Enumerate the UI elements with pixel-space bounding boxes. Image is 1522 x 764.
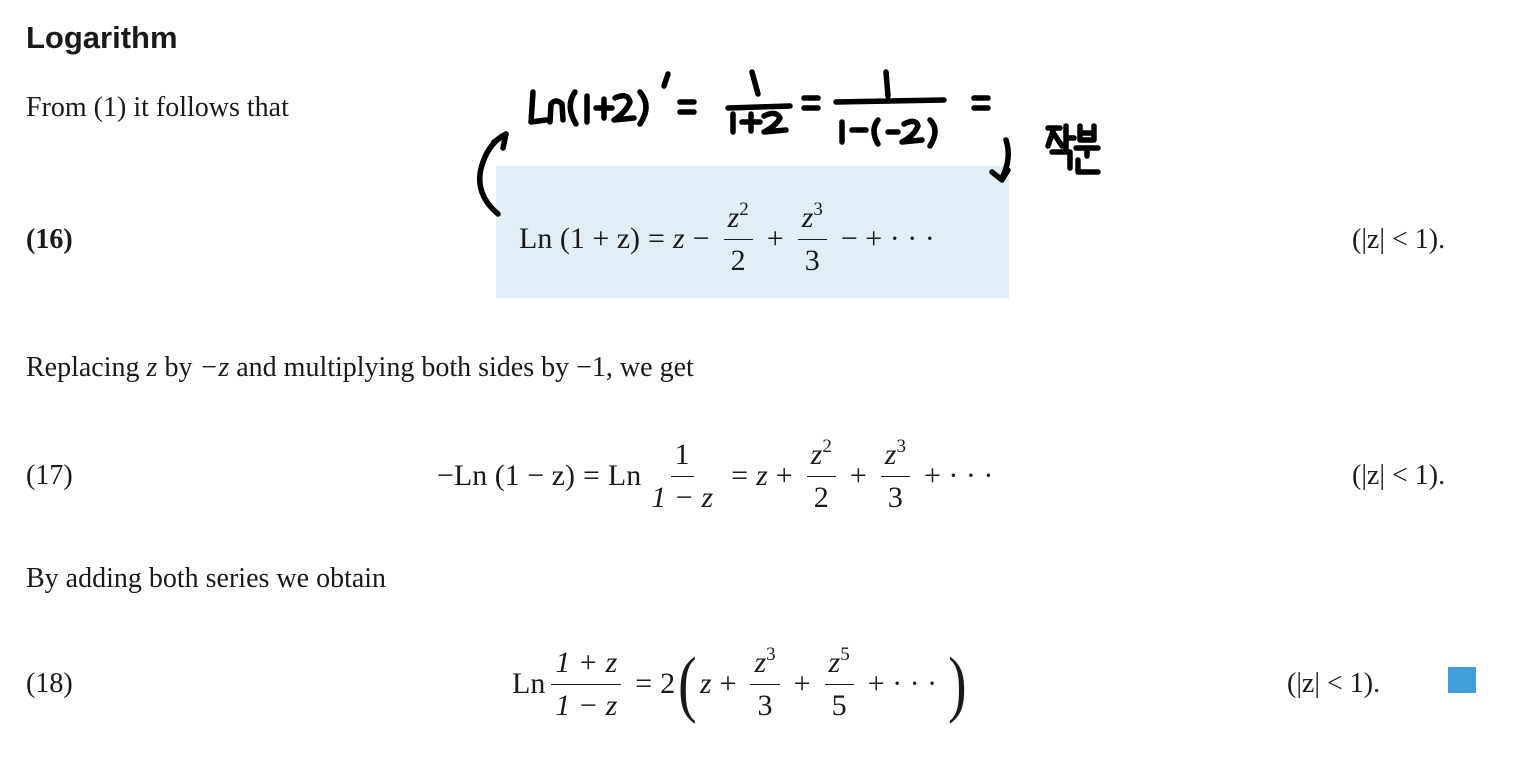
eq16-term-z: z — [672, 222, 685, 255]
eq18-ln: Ln — [512, 667, 546, 700]
replacing-text-4: , we get — [605, 352, 694, 383]
eq18-equals: = — [635, 667, 653, 700]
equation-condition-18: (|z| < 1). — [1287, 668, 1381, 699]
eq16-f1-num: z — [727, 200, 740, 234]
eq16-f2-num: z — [801, 200, 814, 234]
eq18-f0-num: 1 + z — [551, 646, 621, 685]
eq17-equals-2: = — [731, 459, 749, 492]
replacing-neg-z: −z — [199, 352, 230, 383]
eq17-term-z: z — [756, 459, 768, 492]
eq18-f1-den: 3 — [757, 688, 773, 722]
equation-label-17: (17) — [26, 460, 73, 491]
eq17-f0-den: 1 − z — [651, 480, 714, 514]
equation-condition-16: (|z| < 1). — [1352, 224, 1446, 255]
eq16-tail: − + · · · — [840, 222, 935, 255]
eq18-coef: 2 — [660, 667, 676, 700]
replacing-z: z — [146, 352, 158, 383]
eq17-tail: + · · · — [923, 459, 994, 492]
section-title: Logarithm — [26, 20, 178, 55]
eq17-op1: + — [775, 459, 793, 492]
eq18-tail: + · · · — [867, 667, 938, 700]
equation-condition-17: (|z| < 1). — [1352, 460, 1446, 491]
eq17-lhs: −Ln (1 − z) — [437, 459, 575, 492]
eq17-f2-exp: 3 — [896, 435, 906, 457]
eq16-equals: = — [648, 222, 665, 255]
eq16-op1: − — [692, 222, 710, 255]
eq18-f1-exp: 3 — [766, 643, 776, 665]
eq17-op2: + — [849, 459, 867, 492]
eq17-f0-num: 1 — [671, 438, 694, 477]
equation-label-18: (18) — [26, 668, 73, 699]
eq17-f2-den: 3 — [887, 480, 903, 514]
eq17-f1-den: 2 — [813, 480, 829, 514]
eq18-right-paren: ) — [948, 643, 967, 725]
replacing-text-3: and multiplying both sides by — [229, 352, 577, 383]
adding-paragraph: By adding both series we obtain — [26, 563, 387, 594]
eq17-f2-num: z — [884, 437, 897, 471]
eq16-op2: + — [766, 222, 784, 255]
equation-label-16: (16) — [26, 224, 73, 255]
eq16-f1-den: 2 — [730, 243, 746, 277]
replacing-text-1: Replacing — [26, 352, 147, 383]
eq17-equals-1: = — [582, 459, 600, 492]
intro-paragraph: From (1) it follows that — [26, 92, 289, 123]
hw-letter-L — [531, 92, 546, 122]
eq18-f2-num: z — [828, 645, 841, 679]
eq18-f2-den: 5 — [831, 688, 847, 722]
eq18-f2-exp: 5 — [840, 643, 850, 665]
replacing-text-2: by — [157, 352, 200, 383]
eq16-f2-exp: 3 — [813, 198, 823, 220]
eq18-term-z: z — [699, 667, 712, 700]
eq16-lhs: Ln (1 + z) — [519, 222, 641, 255]
replacing-neg-one: −1 — [576, 352, 606, 383]
eq18-op2: + — [793, 667, 811, 700]
eq18-f0-den: 1 − z — [555, 688, 618, 722]
eq17-f1-num: z — [810, 437, 823, 471]
eq18-left-paren: ( — [678, 643, 697, 725]
eq16-f2-den: 3 — [804, 243, 820, 277]
eq16-f1-exp: 2 — [739, 198, 749, 220]
eq18-op1: + — [719, 667, 737, 700]
eq18-f1-num: z — [754, 645, 767, 679]
eq17-f1-exp: 2 — [822, 435, 832, 457]
eq17-ln: Ln — [607, 459, 642, 492]
